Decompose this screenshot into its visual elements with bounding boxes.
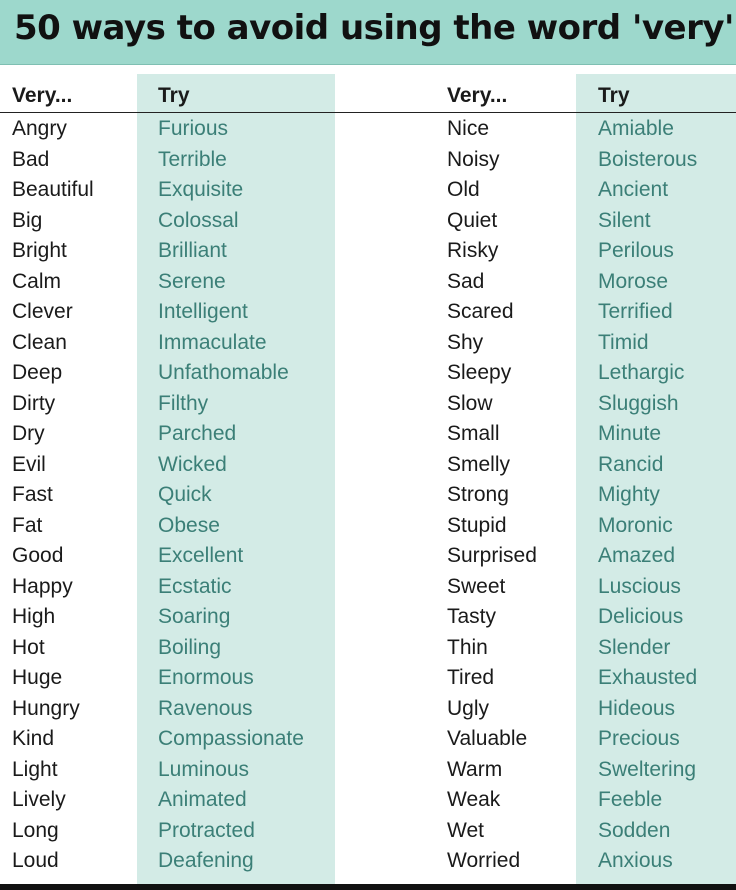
alternative-word: Serene xyxy=(158,269,226,293)
very-word: Dirty xyxy=(12,391,56,415)
alternative-word: Filthy xyxy=(158,391,209,415)
alternative-word: Feeble xyxy=(598,788,663,811)
very-word: Surprised xyxy=(447,544,537,567)
alternative-word: Anxious xyxy=(598,849,673,872)
alternative-word: Terrible xyxy=(158,147,227,171)
title-banner xyxy=(0,0,736,65)
alternative-word: Soaring xyxy=(158,605,231,628)
very-word: Sweet xyxy=(447,574,506,598)
very-word: Hot xyxy=(12,635,45,659)
very-word: Quiet xyxy=(447,208,498,232)
right-very-column xyxy=(447,114,537,877)
alternative-word: Boiling xyxy=(158,635,222,659)
alternative-word: Immaculate xyxy=(158,330,267,354)
header-divider xyxy=(0,112,736,113)
very-word: Wet xyxy=(447,818,484,842)
alternative-word: Exquisite xyxy=(158,178,244,201)
right-try-column xyxy=(598,114,697,877)
right-try-header: Try xyxy=(598,84,630,107)
alternative-word: Intelligent xyxy=(158,300,248,323)
alternative-word: Animated xyxy=(158,788,247,811)
alternative-word: Sweltering xyxy=(598,757,697,781)
bottom-border xyxy=(0,884,736,890)
alternative-word: Parched xyxy=(158,422,237,445)
alternative-word: Boisterous xyxy=(598,147,698,171)
alternative-word: Hideous xyxy=(598,696,676,720)
very-word: Noisy xyxy=(447,147,500,171)
page-title: 50 ways to avoid using the word 'very' xyxy=(14,8,734,48)
alternative-word: Sodden xyxy=(598,818,671,842)
very-word: Beautiful xyxy=(12,178,94,201)
alternative-word: Mighty xyxy=(598,483,660,506)
alternative-word: Precious xyxy=(598,727,680,750)
very-word: Smelly xyxy=(447,452,511,476)
alternative-word: Timid xyxy=(598,330,649,354)
alternative-word: Delicious xyxy=(598,605,684,628)
alternative-word: Colossal xyxy=(158,208,239,232)
left-very-header: Very... xyxy=(12,84,73,107)
very-word: Light xyxy=(12,757,58,781)
alternative-word: Ravenous xyxy=(158,696,253,720)
alternative-word: Luminous xyxy=(158,757,250,781)
very-word: Strong xyxy=(447,483,509,506)
left-try-column xyxy=(158,114,304,877)
alternative-word: Terrified xyxy=(598,300,673,323)
alternative-word: Deafening xyxy=(158,849,254,872)
very-word: Sleepy xyxy=(447,361,512,384)
very-word: Worried xyxy=(447,849,521,872)
right-very-header: Very... xyxy=(447,84,508,107)
very-word: Clean xyxy=(12,330,67,354)
very-word: Risky xyxy=(447,239,499,262)
alternative-word: Enormous xyxy=(158,666,254,689)
very-word: Tasty xyxy=(447,605,497,628)
alternative-word: Ecstatic xyxy=(158,574,232,598)
alternative-word: Silent xyxy=(598,208,651,232)
very-word: Tired xyxy=(447,666,495,689)
alternative-word: Moronic xyxy=(598,513,673,537)
very-word: Sad xyxy=(447,269,485,293)
very-word: Small xyxy=(447,422,500,445)
alternative-word: Quick xyxy=(158,483,212,506)
very-word: Deep xyxy=(12,361,63,384)
very-word: Old xyxy=(447,178,480,201)
very-word: Lively xyxy=(12,788,66,811)
very-word: Clever xyxy=(12,300,73,323)
very-word: Shy xyxy=(447,330,484,354)
alternative-word: Luscious xyxy=(598,574,681,598)
very-word: Angry xyxy=(12,117,67,140)
very-word: Huge xyxy=(12,666,63,689)
very-word: High xyxy=(12,605,56,628)
alternative-word: Wicked xyxy=(158,452,227,476)
very-word: Kind xyxy=(12,727,55,750)
alternative-word: Compassionate xyxy=(158,727,304,750)
very-word: Fat xyxy=(12,513,43,537)
alternative-word: Sluggish xyxy=(598,391,679,415)
alternative-word: Rancid xyxy=(598,452,664,476)
very-word: Good xyxy=(12,544,64,567)
left-try-header: Try xyxy=(158,84,190,107)
alternative-word: Exhausted xyxy=(598,666,698,689)
left-very-column xyxy=(12,114,94,877)
alternative-word: Protracted xyxy=(158,818,255,842)
alternative-word: Furious xyxy=(158,117,229,140)
alternative-word: Unfathomable xyxy=(158,361,289,384)
very-word: Happy xyxy=(12,574,73,598)
very-word: Stupid xyxy=(447,513,507,537)
alternative-word: Brilliant xyxy=(158,239,227,262)
very-word: Thin xyxy=(447,635,488,659)
very-word: Bad xyxy=(12,147,50,171)
very-word: Warm xyxy=(447,757,503,781)
alternative-word: Morose xyxy=(598,269,669,293)
alternative-word: Perilous xyxy=(598,239,674,262)
alternative-word: Lethargic xyxy=(598,361,685,384)
very-word: Long xyxy=(12,818,59,842)
alternative-word: Slender xyxy=(598,635,671,659)
very-word: Big xyxy=(12,208,43,232)
very-word: Dry xyxy=(12,422,45,445)
very-word: Valuable xyxy=(447,727,528,750)
very-word: Hungry xyxy=(12,696,80,720)
alternative-word: Obese xyxy=(158,513,220,537)
very-word: Slow xyxy=(447,391,493,415)
very-word: Nice xyxy=(447,117,490,140)
alternative-word: Amazed xyxy=(598,544,676,567)
very-word: Calm xyxy=(12,269,62,293)
very-word: Weak xyxy=(447,788,501,811)
very-word: Evil xyxy=(12,452,46,476)
alternative-word: Ancient xyxy=(598,178,669,201)
very-word: Scared xyxy=(447,300,514,323)
alternative-word: Amiable xyxy=(598,117,674,140)
alternative-word: Excellent xyxy=(158,544,244,567)
alternative-word: Minute xyxy=(598,422,662,445)
very-word: Fast xyxy=(12,483,53,506)
very-word: Ugly xyxy=(447,696,490,720)
very-word: Bright xyxy=(12,239,67,262)
very-word: Loud xyxy=(12,849,59,872)
